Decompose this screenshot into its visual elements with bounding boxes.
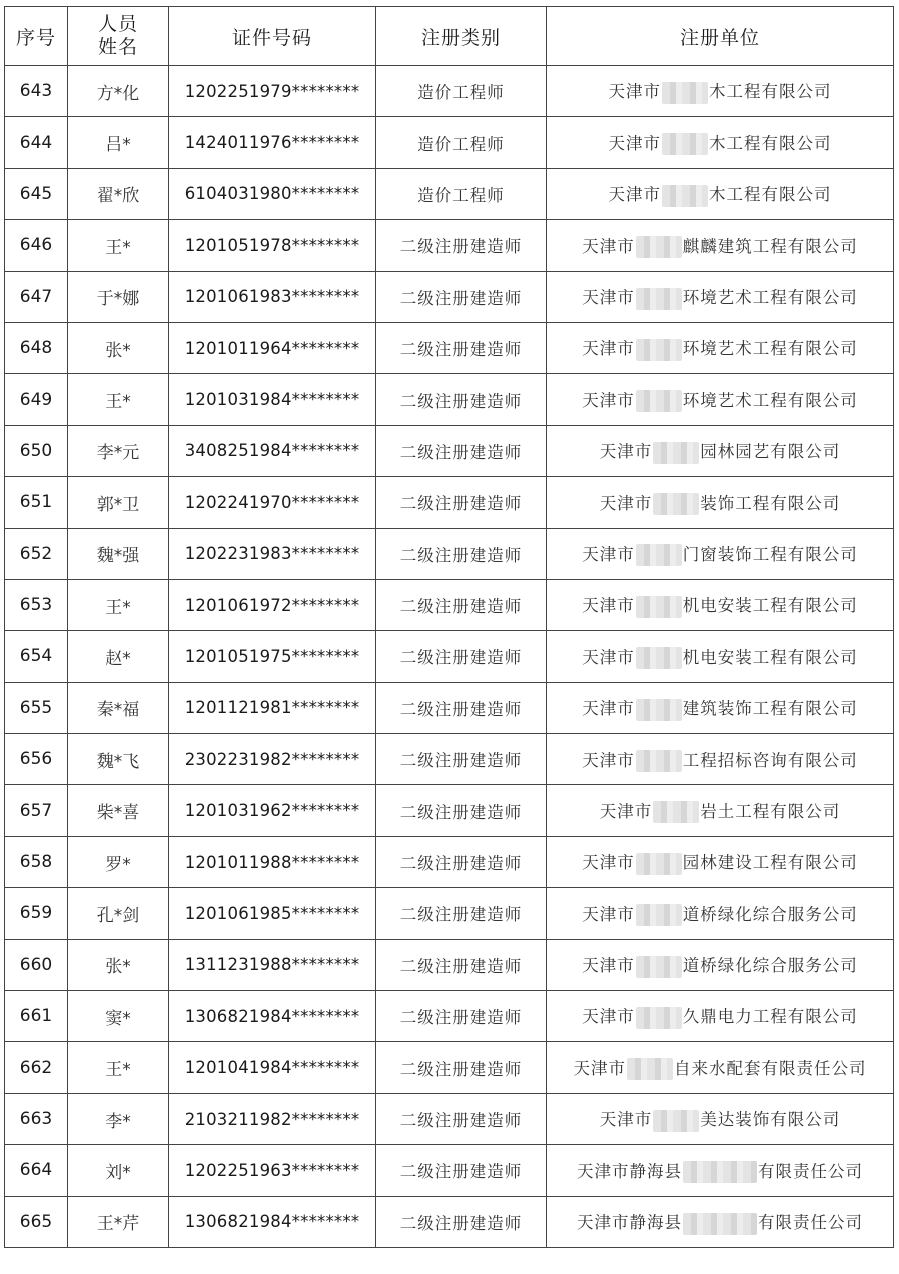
name-cell: 于*娜 — [68, 271, 169, 322]
name-cell: 王* — [68, 1042, 169, 1093]
seq-cell: 661 — [5, 991, 68, 1042]
id-number-cell: 1306821984******** — [169, 991, 376, 1042]
table-row — [5, 1093, 894, 1144]
name-cell: 郭*卫 — [68, 477, 169, 528]
seq-cell: 663 — [5, 1093, 68, 1144]
table-row — [5, 477, 894, 528]
seq-cell: 644 — [5, 117, 68, 168]
header-name-line1: 人员 — [97, 13, 138, 35]
unit-prefix: 天津市 — [599, 801, 653, 821]
table-row — [5, 1042, 894, 1093]
unit-suffix: 有限责任公司 — [758, 1161, 863, 1181]
seq-cell: 655 — [5, 682, 68, 733]
unit-suffix: 道桥绿化综合服务公司 — [682, 956, 858, 976]
category-cell: 二级注册建造师 — [376, 579, 547, 630]
seq-cell: 653 — [5, 579, 68, 630]
unit-cell — [547, 939, 894, 990]
header-category: 注册类别 — [376, 7, 547, 66]
unit-suffix: 美达装饰有限公司 — [700, 1110, 841, 1130]
name-cell: 张* — [68, 939, 169, 990]
name-cell: 王* — [68, 579, 169, 630]
unit-suffix: 园林建设工程有限公司 — [682, 853, 858, 873]
table-row — [5, 1145, 894, 1196]
table-row — [5, 631, 894, 682]
name-cell: 窦* — [68, 991, 169, 1042]
unit-suffix: 门窗装饰工程有限公司 — [682, 544, 858, 564]
unit-cell — [547, 271, 894, 322]
seq-cell: 645 — [5, 168, 68, 219]
header-seq: 序号 — [5, 7, 68, 66]
category-cell: 二级注册建造师 — [376, 220, 547, 271]
redaction-mosaic — [662, 185, 708, 207]
table-row — [5, 271, 894, 322]
unit-prefix: 天津市 — [599, 493, 653, 513]
seq-cell: 648 — [5, 322, 68, 373]
redaction-mosaic — [683, 1161, 757, 1183]
seq-cell: 647 — [5, 271, 68, 322]
table-row — [5, 117, 894, 168]
unit-suffix: 机电安装工程有限公司 — [682, 647, 858, 667]
table-row — [5, 734, 894, 785]
unit-cell — [547, 117, 894, 168]
unit-prefix: 天津市 — [582, 1007, 635, 1027]
category-cell: 二级注册建造师 — [376, 631, 547, 682]
name-cell: 方*化 — [68, 66, 169, 117]
unit-cell — [547, 322, 894, 373]
name-cell: 孔*剑 — [68, 888, 169, 939]
id-number-cell: 1202241970******** — [169, 477, 376, 528]
category-cell: 二级注册建造师 — [376, 1042, 547, 1093]
category-cell: 二级注册建造师 — [376, 1196, 547, 1247]
table-row — [5, 1196, 894, 1247]
id-number-cell: 1202251979******** — [169, 66, 376, 117]
unit-cell — [547, 991, 894, 1042]
redaction-mosaic — [627, 1058, 673, 1080]
name-cell: 翟*欣 — [68, 168, 169, 219]
unit-cell — [547, 1196, 894, 1247]
id-number-cell: 3408251984******** — [169, 425, 376, 476]
id-number-cell: 2103211982******** — [169, 1093, 376, 1144]
unit-suffix: 木工程有限公司 — [709, 185, 832, 205]
category-cell: 二级注册建造师 — [376, 271, 547, 322]
header-name — [68, 7, 169, 66]
redaction-mosaic — [636, 236, 682, 258]
unit-suffix: 有限责任公司 — [758, 1213, 863, 1233]
unit-suffix: 环境艺术工程有限公司 — [682, 288, 858, 307]
redaction-mosaic — [636, 544, 682, 566]
unit-cell — [547, 1145, 894, 1196]
id-number-cell: 1311231988******** — [169, 939, 376, 990]
unit-cell — [547, 168, 894, 219]
id-number-cell: 1424011976******** — [169, 117, 376, 168]
category-cell: 造价工程师 — [376, 66, 547, 117]
table-row — [5, 66, 894, 117]
name-cell: 李* — [68, 1093, 169, 1144]
id-number-cell: 1201041984******** — [169, 1042, 376, 1093]
unit-cell — [547, 528, 894, 579]
unit-suffix: 环境艺术工程有限公司 — [682, 390, 858, 410]
id-number-cell: 1201031962******** — [169, 785, 376, 836]
table-body — [5, 66, 894, 1248]
name-cell: 魏*飞 — [68, 734, 169, 785]
name-cell: 王*芹 — [68, 1196, 169, 1247]
unit-cell — [547, 631, 894, 682]
unit-cell — [547, 579, 894, 630]
id-number-cell: 1201061983******** — [169, 271, 376, 322]
category-cell: 二级注册建造师 — [376, 1145, 547, 1196]
unit-cell — [547, 1042, 894, 1093]
redaction-mosaic — [683, 1213, 757, 1235]
unit-suffix: 道桥绿化综合服务公司 — [682, 904, 858, 924]
unit-prefix: 天津市 — [582, 956, 635, 976]
name-cell: 柴*喜 — [68, 785, 169, 836]
seq-cell: 643 — [5, 66, 68, 117]
table-row — [5, 991, 894, 1042]
seq-cell: 657 — [5, 785, 68, 836]
table-row — [5, 888, 894, 939]
unit-cell — [547, 374, 894, 425]
id-number-cell: 1201011964******** — [169, 322, 376, 373]
seq-cell: 659 — [5, 888, 68, 939]
seq-cell: 654 — [5, 631, 68, 682]
table-row — [5, 785, 894, 836]
unit-prefix: 天津市 — [582, 699, 635, 719]
unit-prefix: 天津市 — [573, 1058, 626, 1078]
redaction-mosaic — [653, 493, 699, 515]
category-cell: 二级注册建造师 — [376, 991, 547, 1042]
id-number-cell: 1201031984******** — [169, 374, 376, 425]
redaction-mosaic — [636, 596, 682, 618]
registration-table-sheet — [0, 6, 899, 1248]
unit-suffix: 木工程有限公司 — [709, 82, 832, 102]
redaction-mosaic — [653, 1110, 699, 1132]
table-row — [5, 682, 894, 733]
unit-prefix: 天津市 — [599, 1110, 653, 1130]
table-row — [5, 939, 894, 990]
id-number-cell: 1201121981******** — [169, 682, 376, 733]
unit-prefix: 天津市静海县 — [577, 1161, 682, 1181]
seq-cell: 665 — [5, 1196, 68, 1247]
name-cell: 赵* — [68, 631, 169, 682]
name-cell: 刘* — [68, 1145, 169, 1196]
unit-prefix: 天津市 — [582, 647, 635, 667]
unit-prefix: 天津市 — [582, 596, 635, 616]
unit-suffix: 木工程有限公司 — [709, 133, 832, 153]
seq-cell: 664 — [5, 1145, 68, 1196]
category-cell: 二级注册建造师 — [376, 785, 547, 836]
name-cell: 魏*强 — [68, 528, 169, 579]
unit-suffix: 麒麟建筑工程有限公司 — [682, 236, 858, 256]
category-cell: 二级注册建造师 — [376, 374, 547, 425]
name-cell: 王* — [68, 220, 169, 271]
name-cell: 罗* — [68, 836, 169, 887]
seq-cell: 656 — [5, 734, 68, 785]
seq-cell: 658 — [5, 836, 68, 887]
unit-cell — [547, 477, 894, 528]
table-row — [5, 220, 894, 271]
unit-cell — [547, 220, 894, 271]
unit-suffix: 装饰工程有限公司 — [700, 493, 841, 513]
unit-suffix: 岩土工程有限公司 — [700, 801, 841, 821]
redaction-mosaic — [662, 133, 708, 155]
category-cell: 二级注册建造师 — [376, 322, 547, 373]
unit-prefix: 天津市 — [599, 442, 653, 462]
unit-suffix: 工程招标咨询有限公司 — [682, 750, 858, 770]
unit-suffix: 自来水配套有限责任公司 — [674, 1058, 867, 1078]
unit-prefix: 天津市 — [582, 853, 635, 873]
unit-prefix: 天津市 — [582, 236, 635, 256]
name-cell: 秦*福 — [68, 682, 169, 733]
unit-suffix: 机电安装工程有限公司 — [682, 596, 858, 616]
unit-suffix: 久鼎电力工程有限公司 — [682, 1007, 858, 1027]
redaction-mosaic — [636, 339, 682, 361]
name-cell: 张* — [68, 322, 169, 373]
table-row — [5, 168, 894, 219]
id-number-cell: 1201061972******** — [169, 579, 376, 630]
redaction-mosaic — [636, 956, 682, 978]
redaction-mosaic — [636, 647, 682, 669]
redaction-mosaic — [653, 801, 699, 823]
id-number-cell: 1201011988******** — [169, 836, 376, 887]
table-row — [5, 836, 894, 887]
header-name-line2: 姓名 — [97, 36, 138, 58]
unit-cell — [547, 888, 894, 939]
redaction-mosaic — [636, 1007, 682, 1029]
category-cell: 二级注册建造师 — [376, 682, 547, 733]
redaction-mosaic — [636, 853, 682, 875]
name-cell: 李*元 — [68, 425, 169, 476]
table-row — [5, 374, 894, 425]
table-row — [5, 425, 894, 476]
redaction-mosaic — [636, 750, 682, 772]
redaction-mosaic — [662, 82, 708, 104]
unit-prefix: 天津市 — [582, 544, 635, 564]
unit-prefix: 天津市 — [582, 750, 635, 770]
category-cell: 二级注册建造师 — [376, 528, 547, 579]
category-cell: 二级注册建造师 — [376, 888, 547, 939]
name-cell: 吕* — [68, 117, 169, 168]
category-cell: 二级注册建造师 — [376, 734, 547, 785]
redaction-mosaic — [653, 442, 699, 464]
seq-cell: 660 — [5, 939, 68, 990]
registration-table — [4, 6, 894, 1248]
seq-cell: 649 — [5, 374, 68, 425]
unit-prefix: 天津市 — [582, 288, 635, 307]
redaction-mosaic — [636, 288, 682, 310]
unit-suffix: 建筑装饰工程有限公司 — [682, 699, 858, 719]
unit-suffix: 园林园艺有限公司 — [700, 442, 841, 462]
seq-cell: 646 — [5, 220, 68, 271]
category-cell: 二级注册建造师 — [376, 939, 547, 990]
id-number-cell: 1306821984******** — [169, 1196, 376, 1247]
unit-prefix: 天津市 — [608, 82, 661, 102]
table-header-row — [5, 7, 894, 66]
id-number-cell: 1201051975******** — [169, 631, 376, 682]
category-cell: 二级注册建造师 — [376, 836, 547, 887]
header-id: 证件号码 — [169, 7, 376, 66]
unit-prefix: 天津市 — [608, 133, 661, 153]
seq-cell: 650 — [5, 425, 68, 476]
unit-cell — [547, 785, 894, 836]
unit-cell — [547, 1093, 894, 1144]
seq-cell: 652 — [5, 528, 68, 579]
category-cell: 二级注册建造师 — [376, 477, 547, 528]
unit-prefix: 天津市 — [608, 185, 661, 205]
unit-prefix: 天津市 — [582, 904, 635, 924]
id-number-cell: 1202231983******** — [169, 528, 376, 579]
category-cell: 造价工程师 — [376, 168, 547, 219]
unit-cell — [547, 682, 894, 733]
unit-cell — [547, 425, 894, 476]
unit-prefix: 天津市静海县 — [577, 1213, 682, 1233]
table-row — [5, 579, 894, 630]
unit-suffix: 环境艺术工程有限公司 — [682, 339, 858, 359]
name-cell: 王* — [68, 374, 169, 425]
redaction-mosaic — [636, 904, 682, 926]
redaction-mosaic — [636, 699, 682, 721]
id-number-cell: 1201061985******** — [169, 888, 376, 939]
seq-cell: 662 — [5, 1042, 68, 1093]
id-number-cell: 2302231982******** — [169, 734, 376, 785]
unit-prefix: 天津市 — [582, 339, 635, 359]
unit-cell — [547, 66, 894, 117]
id-number-cell: 1202251963******** — [169, 1145, 376, 1196]
seq-cell: 651 — [5, 477, 68, 528]
id-number-cell: 1201051978******** — [169, 220, 376, 271]
unit-cell — [547, 734, 894, 785]
table-row — [5, 528, 894, 579]
table-row — [5, 322, 894, 373]
category-cell: 二级注册建造师 — [376, 425, 547, 476]
id-number-cell: 6104031980******** — [169, 168, 376, 219]
category-cell: 造价工程师 — [376, 117, 547, 168]
redaction-mosaic — [636, 390, 682, 412]
unit-cell — [547, 836, 894, 887]
unit-prefix: 天津市 — [582, 390, 635, 410]
header-unit: 注册单位 — [547, 7, 894, 66]
category-cell: 二级注册建造师 — [376, 1093, 547, 1144]
